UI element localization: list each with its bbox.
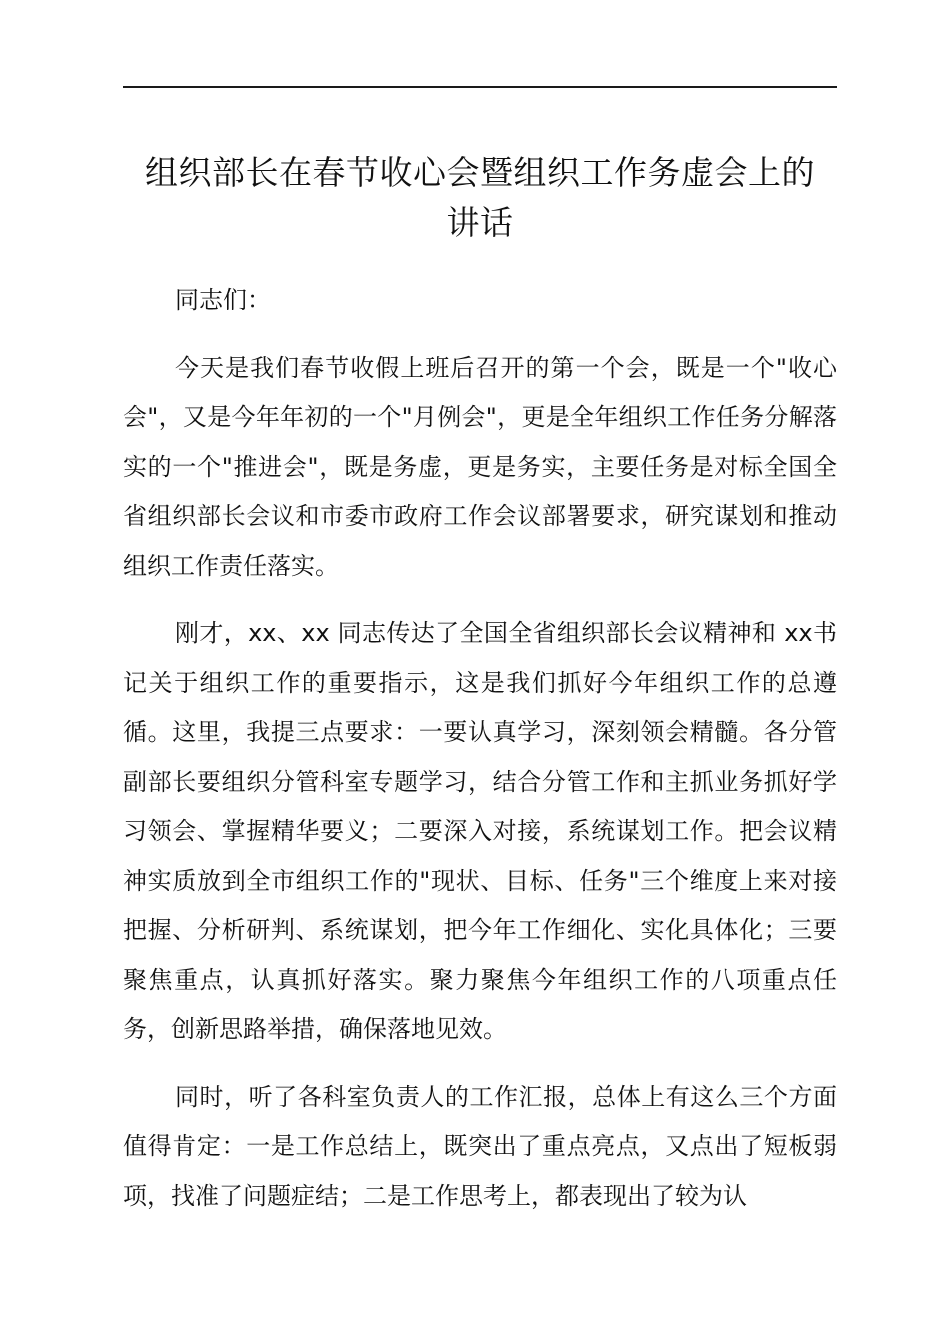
paragraph-1: 今天是我们春节收假上班后召开的第一个会，既是一个"收心会"，又是今年年初的一个"月例会"，更是全年组织工作任务分解落实的一个"推进会"，既是务虚，更是务实，主要任务是对标全国全省组织部长会议和市委市政府工作会议部署要求，研究谋划和推动组织工作责任落实。	[123, 353, 837, 580]
salutation: 同志们：	[175, 286, 271, 314]
document-title	[110, 148, 850, 248]
title-line-1: 组织部长在春节收心会暨组织工作务虚会上的	[145, 153, 815, 192]
header-rule	[123, 86, 837, 88]
paragraph-2: 刚才，xx、xx 同志传达了全国全省组织部长会议精神和 xx书记关于组织工作的重要指示，这是我们抓好今年组织工作的总遵循。这里，我提三点要求：一要认真学习，深刻领会精髓。各分管副部长要组织分管科室专题学习，结合分管工作和主抓业务抓好学习领会、掌握精华要义；二要深入对接，系统谋划工作。把会议精神实质放到全市组织工作的"现状、目标、任务"三个维度上来对接把握、分析研判、系统谋划，把今年工作细化、实化具体化；三要聚焦重点，认真抓好落实。聚力聚焦今年组织工作的八项重点任务，创新思路举措，确保落地见效。	[123, 619, 837, 1043]
paragraph-3: 同时，听了各科室负责人的工作汇报，总体上有这么三个方面值得肯定：一是工作总结上，既突出了重点亮点，又点出了短板弱项，找准了问题症结；二是工作思考上，都表现出了较为认	[123, 1082, 837, 1210]
title-line-2: 讲话	[446, 203, 514, 242]
document-body	[123, 276, 837, 1239]
